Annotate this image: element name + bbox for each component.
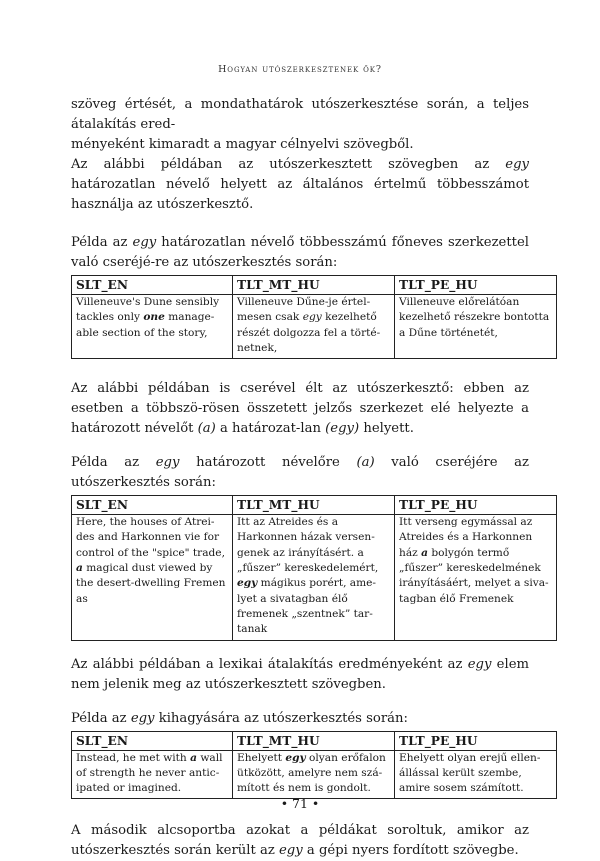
column-header: SLT_EN — [72, 496, 233, 515]
cell-mt-hu: Villeneuve Dűne-je értel-mesen csak egy kezelhető részét dolgozza fel a törté-netnek, — [233, 295, 395, 359]
page-body — [71, 95, 550, 861]
example-3-caption: Példa az egy kihagyására az utószerkesztés során: — [71, 710, 408, 726]
example-2-caption: Példa az egy határozott névelőre (a) való cseréjére az utószerkesztés során: — [71, 455, 529, 491]
cell-pe-hu: Itt verseng egymással az Atreides és a Harkonnen ház a bolygón termő „fűszer” kereskedelmének irányításáért, melyet a siva-tagban élő Fremenek — [395, 515, 557, 640]
intro-line-2: ményeként kimaradt a magyar célnyelvi szövegből. — [71, 137, 414, 152]
column-header: SLT_EN — [72, 731, 233, 750]
cell-pe-hu: Villeneuve előrelátóan kezelhető részekre bontotta a Dűne történetét, — [395, 295, 557, 359]
table-header-row — [72, 276, 557, 295]
page-number: • 71 • — [280, 796, 320, 811]
paragraph-3: Az alábbi példában is cserével élt az utószerkesztő: ebben az esetben a többszö-rösen összetett jelzős szerkezet elé helyezte a határozott névelőt (a) a határozat-lan (egy) helyett. — [71, 381, 529, 437]
paragraph-4: Az alábbi példában a lexikai átalakítás eredményeként az egy elem nem jelenik meg az utószerkesztett szövegben. — [71, 656, 529, 692]
intro-line-1: szöveg értését, a mondathatárok utószerkesztése során, a teljes átalakítás ered- — [71, 97, 529, 132]
example-3-table — [71, 731, 557, 800]
column-header: TLT_MT_HU — [233, 496, 395, 515]
column-header: TLT_PE_HU — [395, 731, 557, 750]
cell-source-en: Villeneuve's Dune sensibly tackles only one manage-able section of the story, — [72, 295, 233, 359]
column-header: TLT_MT_HU — [233, 731, 395, 750]
column-header: TLT_PE_HU — [395, 496, 557, 515]
table-header-row — [72, 731, 557, 750]
intro-paragraph-2: Az alábbi példában az utószerkesztett szövegben az egy határozatlan névelő helyett az általános értelmű többesszámot használja az utószerkesztő. — [71, 157, 529, 212]
paragraph-5: A második alcsoportba azokat a példákat soroltuk, amikor az utószerkesztés során került az egy a gépi nyers fordított szövegbe. — [71, 823, 529, 859]
cell-source-en: Here, the houses of Atrei-des and Harkonnen vie for control of the "spice" trade, a magical dust viewed by the desert-dwelling Fremen as — [72, 515, 233, 640]
cell-mt-hu: Itt az Atreides és a Harkonnen házak versen-genek az irányításért. a „fűszer” kereskedelemért, egy mágikus porért, ame-lyet a sivatagban élő fremenek „szentnek” tar-tanak — [233, 515, 395, 640]
table-row — [72, 515, 557, 640]
cell-pe-hu: Ehelyett olyan erejű ellen-állással került szembe, amire sosem számított. — [395, 750, 557, 799]
table-row — [72, 295, 557, 359]
cell-source-en: Instead, he met with a wall of strength he never antic-ipated or imagined. — [72, 750, 233, 799]
column-header: TLT_PE_HU — [395, 276, 557, 295]
example-1-table — [71, 275, 557, 359]
column-header: SLT_EN — [72, 276, 233, 295]
example-2-table — [71, 495, 557, 640]
table-row — [72, 750, 557, 799]
table-header-row — [72, 496, 557, 515]
running-header: Hogyan utószerkesztenek ők? — [218, 64, 382, 75]
column-header: TLT_MT_HU — [233, 276, 395, 295]
example-1-caption: Példa az egy határozatlan névelő többesszámú főneves szerkezettel való cseréjé-re az utószerkesztés során: — [71, 235, 529, 270]
cell-mt-hu: Ehelyett egy olyan erőfalon ütközött, amelyre nem szá-mított és nem is gondolt. — [233, 750, 395, 799]
